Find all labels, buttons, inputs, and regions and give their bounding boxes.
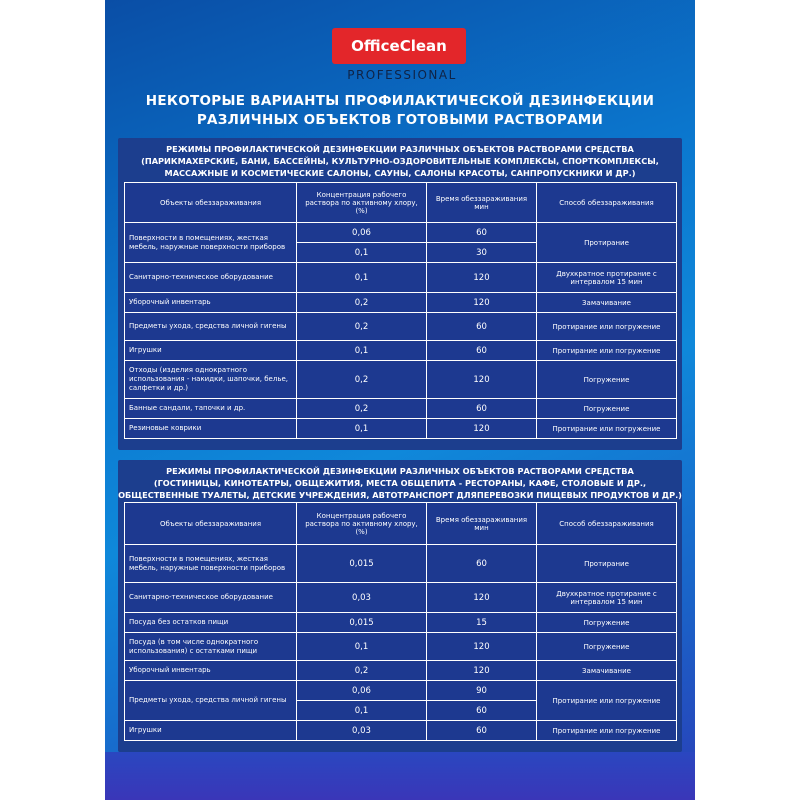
table-row	[125, 293, 677, 313]
header-concentration: Концентрация рабочего раствора по активному хлору, (%)	[297, 183, 427, 223]
concentration-cell: 0,06	[297, 223, 427, 243]
page-title-line-1: НЕКОТОРЫЕ ВАРИАНТЫ ПРОФИЛАКТИЧЕСКОЙ ДЕЗИНФЕКЦИИ	[145, 93, 655, 109]
concentration-cell: 0,2	[297, 313, 427, 341]
table-2-title-line: (ГОСТИНИЦЫ, КИНОТЕАТРЫ, ОБЩЕЖИТИЯ, МЕСТА ОБЩЕПИТА - РЕСТОРАНЫ, КАФЕ, СТОЛОВЫЕ И ДР.,	[153, 478, 647, 488]
table-row	[125, 661, 677, 681]
method-cell: Протирание или погружение	[537, 313, 677, 341]
table-header-row	[125, 503, 677, 545]
brand-subtitle: PROFESSIONAL	[347, 68, 457, 82]
time-cell: 30	[427, 243, 537, 263]
table-row	[125, 613, 677, 633]
object-cell: Предметы ухода, средства личной гигены	[125, 313, 297, 341]
concentration-cell: 0,1	[297, 263, 427, 293]
table-row	[125, 263, 677, 293]
object-cell: Поверхности в помещениях, жесткая мебель, наружные поверхности приборов	[125, 545, 297, 583]
poster	[105, 0, 695, 800]
method-cell: Погружение	[537, 613, 677, 633]
method-cell: Замачивание	[537, 293, 677, 313]
time-cell: 120	[427, 263, 537, 293]
time-cell: 60	[427, 341, 537, 361]
table-2-title-line: РЕЖИМЫ ПРОФИЛАКТИЧЕСКОЙ ДЕЗИНФЕКЦИИ РАЗЛИЧНЫХ ОБЪЕКТОВ РАСТВОРАМИ СРЕДСТВА	[166, 466, 634, 476]
time-cell: 60	[427, 399, 537, 419]
method-cell: Протирание	[537, 223, 677, 263]
header-concentration: Концентрация рабочего раствора по активному хлору, (%)	[297, 503, 427, 545]
disinfection-table-1	[124, 182, 677, 439]
object-cell: Посуда без остатков пищи	[125, 613, 297, 633]
method-cell: Протирание или погружение	[537, 721, 677, 741]
table-header-row	[125, 183, 677, 223]
time-cell: 120	[427, 419, 537, 439]
header-time: Время обеззараживания мин	[427, 503, 537, 545]
method-cell: Погружение	[537, 399, 677, 419]
method-cell: Двухкратное протирание с интервалом 15 мин	[537, 583, 677, 613]
concentration-cell: 0,2	[297, 661, 427, 681]
time-cell: 120	[427, 661, 537, 681]
concentration-cell: 0,06	[297, 681, 427, 701]
time-cell: 120	[427, 361, 537, 399]
table-row	[125, 419, 677, 439]
time-cell: 15	[427, 613, 537, 633]
table-row	[125, 721, 677, 741]
object-cell: Отходы (изделия однократного использования - накидки, шапочки, белье, салфетки и др.)	[125, 361, 297, 399]
table-row	[125, 223, 677, 243]
header-objects: Объекты обеззараживания	[125, 503, 297, 545]
table-row	[125, 399, 677, 419]
concentration-cell: 0,2	[297, 399, 427, 419]
concentration-cell: 0,1	[297, 701, 427, 721]
object-cell: Игрушки	[125, 721, 297, 741]
header-method: Способ обеззараживания	[537, 503, 677, 545]
method-cell: Протирание или погружение	[537, 419, 677, 439]
method-cell: Протирание	[537, 545, 677, 583]
object-cell: Резиновые коврики	[125, 419, 297, 439]
object-cell: Уборочный инвентарь	[125, 293, 297, 313]
object-cell: Банные сандали, тапочки и др.	[125, 399, 297, 419]
object-cell: Уборочный инвентарь	[125, 661, 297, 681]
object-cell: Игрушки	[125, 341, 297, 361]
table-row	[125, 583, 677, 613]
concentration-cell: 0,1	[297, 243, 427, 263]
table-panel-2	[118, 460, 682, 752]
object-cell: Поверхности в помещениях, жесткая мебель, наружные поверхности приборов	[125, 223, 297, 263]
object-cell: Предметы ухода, средства личной гигены	[125, 681, 297, 721]
bottom-band	[105, 752, 695, 800]
time-cell: 60	[427, 545, 537, 583]
method-cell: Протирание или погружение	[537, 341, 677, 361]
table-1-title-line: МАССАЖНЫЕ И КОСМЕТИЧЕСКИЕ САЛОНЫ, САУНЫ, САЛОНЫ КРАСОТЫ, САНПРОПУСКНИКИ И ДР.)	[164, 168, 636, 178]
page-title-line-2: РАЗЛИЧНЫХ ОБЪЕКТОВ ГОТОВЫМИ РАСТВОРАМИ	[196, 112, 604, 128]
object-cell: Санитарно-техническое оборудование	[125, 263, 297, 293]
time-cell: 90	[427, 681, 537, 701]
concentration-cell: 0,2	[297, 293, 427, 313]
concentration-cell: 0,03	[297, 583, 427, 613]
page-title	[105, 92, 695, 130]
table-2-title	[118, 465, 682, 501]
time-cell: 120	[427, 293, 537, 313]
time-cell: 60	[427, 721, 537, 741]
method-cell: Замачивание	[537, 661, 677, 681]
time-cell: 120	[427, 633, 537, 661]
method-cell: Протирание или погружение	[537, 681, 677, 721]
time-cell: 120	[427, 583, 537, 613]
table-panel-1	[118, 138, 682, 450]
concentration-cell: 0,1	[297, 633, 427, 661]
table-row	[125, 545, 677, 583]
brand-name: OfficeClean	[351, 37, 447, 55]
concentration-cell: 0,1	[297, 341, 427, 361]
method-cell: Погружение	[537, 633, 677, 661]
time-cell: 60	[427, 701, 537, 721]
concentration-cell: 0,2	[297, 361, 427, 399]
object-cell: Санитарно-техническое оборудование	[125, 583, 297, 613]
table-1-title	[118, 143, 682, 179]
object-cell: Посуда (в том числе однократного использования) с остатками пищи	[125, 633, 297, 661]
table-2-title-line: ОБЩЕСТВЕННЫЕ ТУАЛЕТЫ, ДЕТСКИЕ УЧРЕЖДЕНИЯ, АВТОТРАНСПОРТ ДЛЯПЕРЕВОЗКИ ПИЩЕВЫХ ПРОДУКТОВ И ДР.)	[118, 490, 682, 500]
table-1-title-line: (ПАРИКМАХЕРСКИЕ, БАНИ, БАССЕЙНЫ, КУЛЬТУРНО-ОЗДОРОВИТЕЛЬНЫЕ КОМПЛЕКСЫ, СПОРТКОМПЛЕКСЫ,	[141, 156, 659, 166]
concentration-cell: 0,1	[297, 419, 427, 439]
header-objects: Объекты обеззараживания	[125, 183, 297, 223]
table-row	[125, 681, 677, 701]
disinfection-table-2	[124, 502, 677, 741]
brand-logo	[332, 28, 466, 64]
table-row	[125, 341, 677, 361]
table-row	[125, 313, 677, 341]
time-cell: 60	[427, 313, 537, 341]
concentration-cell: 0,03	[297, 721, 427, 741]
time-cell: 60	[427, 223, 537, 243]
concentration-cell: 0,015	[297, 613, 427, 633]
method-cell: Погружение	[537, 361, 677, 399]
header-method: Способ обеззараживания	[537, 183, 677, 223]
concentration-cell: 0,015	[297, 545, 427, 583]
table-1-title-line: РЕЖИМЫ ПРОФИЛАКТИЧЕСКОЙ ДЕЗИНФЕКЦИИ РАЗЛИЧНЫХ ОБЪЕКТОВ РАСТВОРАМИ СРЕДСТВА	[166, 144, 634, 154]
method-cell: Двухкратное протирание с интервалом 15 мин	[537, 263, 677, 293]
table-row	[125, 633, 677, 661]
table-row	[125, 361, 677, 399]
header-time: Время обеззараживания мин	[427, 183, 537, 223]
